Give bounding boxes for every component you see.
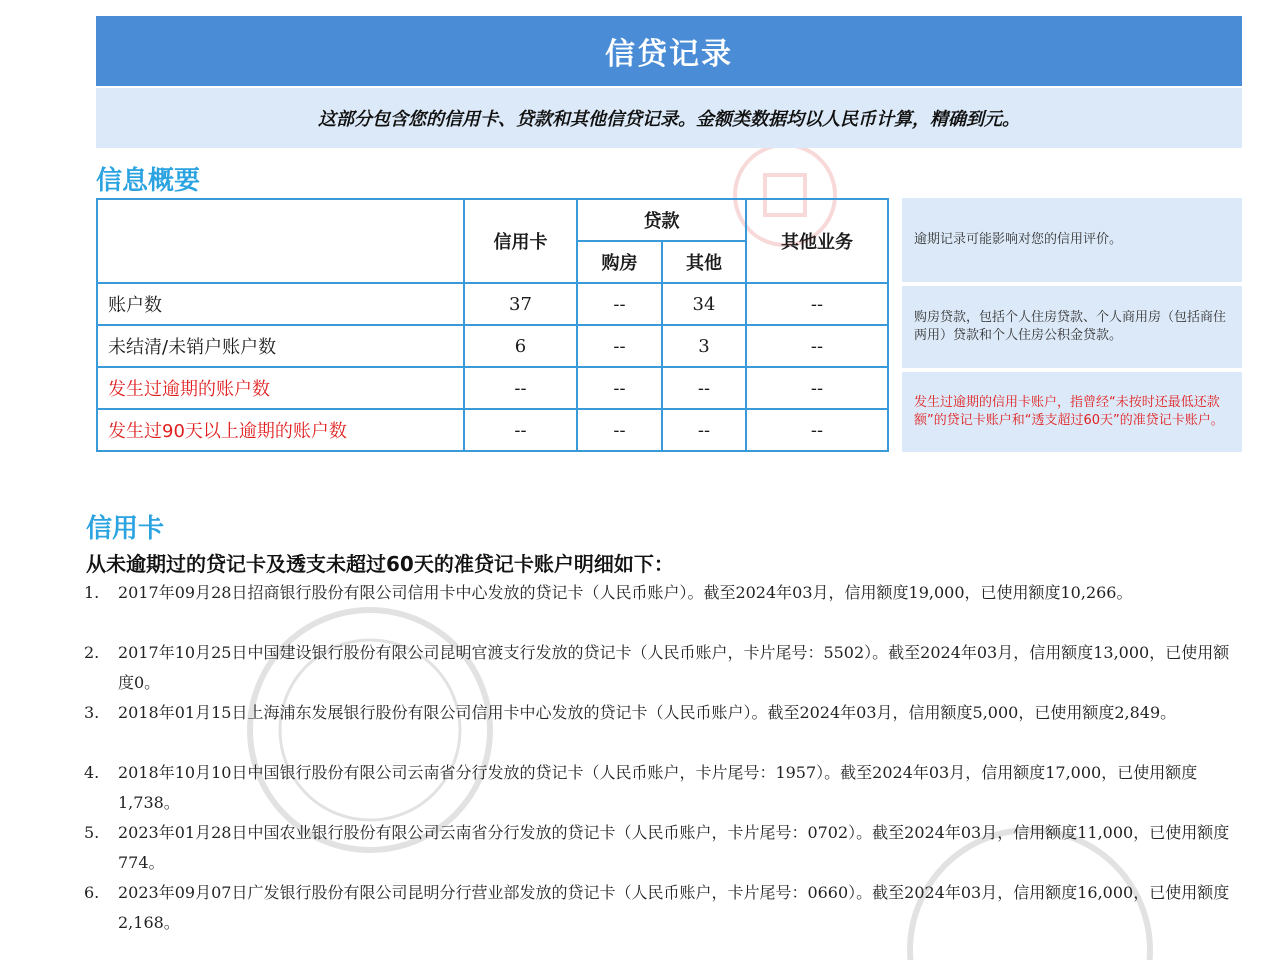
page-title: 信贷记录 <box>605 37 733 72</box>
item-number: 4. <box>84 763 100 782</box>
cell-other: -- <box>662 367 746 409</box>
credit-card-title: 信用卡 <box>86 514 165 544</box>
side-note <box>902 198 1242 282</box>
cell-housing: -- <box>577 283 662 325</box>
side-note-warning <box>902 372 1242 452</box>
overview-table <box>96 198 889 452</box>
item-text: 2017年10月25日中国建设银行股份有限公司昆明官渡支行发放的贷记卡（人民币账户，卡片尾号：5502）。截至2024年03月，信用额度13,000，已使用额度0。 <box>118 643 1230 692</box>
list-item <box>84 638 1244 698</box>
item-text: 2023年01月28日中国农业银行股份有限公司云南省分行发放的贷记卡（人民币账户，卡片尾号：0702）。截至2024年03月，信用额度11,000，已使用额度774。 <box>118 823 1230 872</box>
item-text: 2018年01月15日上海浦东发展银行股份有限公司信用卡中心发放的贷记卡（人民币账户）。截至2024年03月，信用额度5,000，已使用额度2,849。 <box>118 703 1177 722</box>
section-subtitle <box>96 88 1242 148</box>
row-label: 发生过90天以上逾期的账户数 <box>97 409 464 451</box>
cell-credit-card: -- <box>464 409 577 451</box>
table-corner <box>97 199 464 283</box>
subtitle-text: 这部分包含您的信用卡、贷款和其他信贷记录。金额类数据均以人民币计算，精确到元。 <box>318 109 1020 130</box>
item-text: 2018年10月10日中国银行股份有限公司云南省分行发放的贷记卡（人民币账户，卡片尾号：1957）。截至2024年03月，信用额度17,000，已使用额度1,738。 <box>118 763 1198 812</box>
col-loan: 贷款 <box>577 199 746 241</box>
list-item <box>84 758 1244 818</box>
item-text: 2023年09月07日广发银行股份有限公司昆明分行营业部发放的贷记卡（人民币账户，卡片尾号：0660）。截至2024年03月，信用额度16,000，已使用额度2,168。 <box>118 883 1230 932</box>
cell-other-business: -- <box>746 283 888 325</box>
cell-other: 3 <box>662 325 746 367</box>
table-row <box>97 409 888 451</box>
item-number: 3. <box>84 703 100 722</box>
col-other-business: 其他业务 <box>746 199 888 283</box>
credit-card-heading: 从未逾期过的贷记卡及透支未超过60天的准贷记卡账户明细如下： <box>86 552 674 576</box>
note-text: 逾期记录可能影响对您的信用评价。 <box>914 232 1123 247</box>
cell-credit-card: 37 <box>464 283 577 325</box>
table-row <box>97 325 888 367</box>
list-item <box>84 878 1244 938</box>
col-credit-card: 信用卡 <box>464 199 577 283</box>
cell-credit-card: 6 <box>464 325 577 367</box>
cell-other: -- <box>662 409 746 451</box>
col-loan-other: 其他 <box>662 241 746 283</box>
item-number: 2. <box>84 643 100 662</box>
note-text: 购房贷款，包括个人住房贷款、个人商用房（包括商住两用）贷款和个人住房公积金贷款。 <box>914 310 1227 343</box>
item-number: 5. <box>84 823 100 842</box>
col-loan-housing: 购房 <box>577 241 662 283</box>
note-text: 发生过逾期的信用卡账户，指曾经“未按时还最低还款额”的贷记卡账户和“透支超过60天”的准贷记卡账户。 <box>914 395 1224 428</box>
row-label: 未结清/未销户账户数 <box>97 325 464 367</box>
table-row <box>97 283 888 325</box>
table-row <box>97 367 888 409</box>
side-note <box>902 286 1242 368</box>
item-number: 1. <box>84 583 100 602</box>
list-item <box>84 698 1244 758</box>
cell-housing: -- <box>577 325 662 367</box>
cell-credit-card: -- <box>464 367 577 409</box>
cell-other-business: -- <box>746 367 888 409</box>
list-item <box>84 818 1244 878</box>
list-item <box>84 578 1244 638</box>
item-number: 6. <box>84 883 100 902</box>
cell-other-business: -- <box>746 409 888 451</box>
cell-housing: -- <box>577 367 662 409</box>
overview-title: 信息概要 <box>96 166 201 196</box>
row-label: 账户数 <box>97 283 464 325</box>
cell-other: 34 <box>662 283 746 325</box>
credit-card-list <box>84 578 1244 938</box>
row-label: 发生过逾期的账户数 <box>97 367 464 409</box>
cell-housing: -- <box>577 409 662 451</box>
section-banner <box>96 16 1242 86</box>
cell-other-business: -- <box>746 325 888 367</box>
item-text: 2017年09月28日招商银行股份有限公司信用卡中心发放的贷记卡（人民币账户）。截至2024年03月，信用额度19,000，已使用额度10,266。 <box>118 583 1133 602</box>
